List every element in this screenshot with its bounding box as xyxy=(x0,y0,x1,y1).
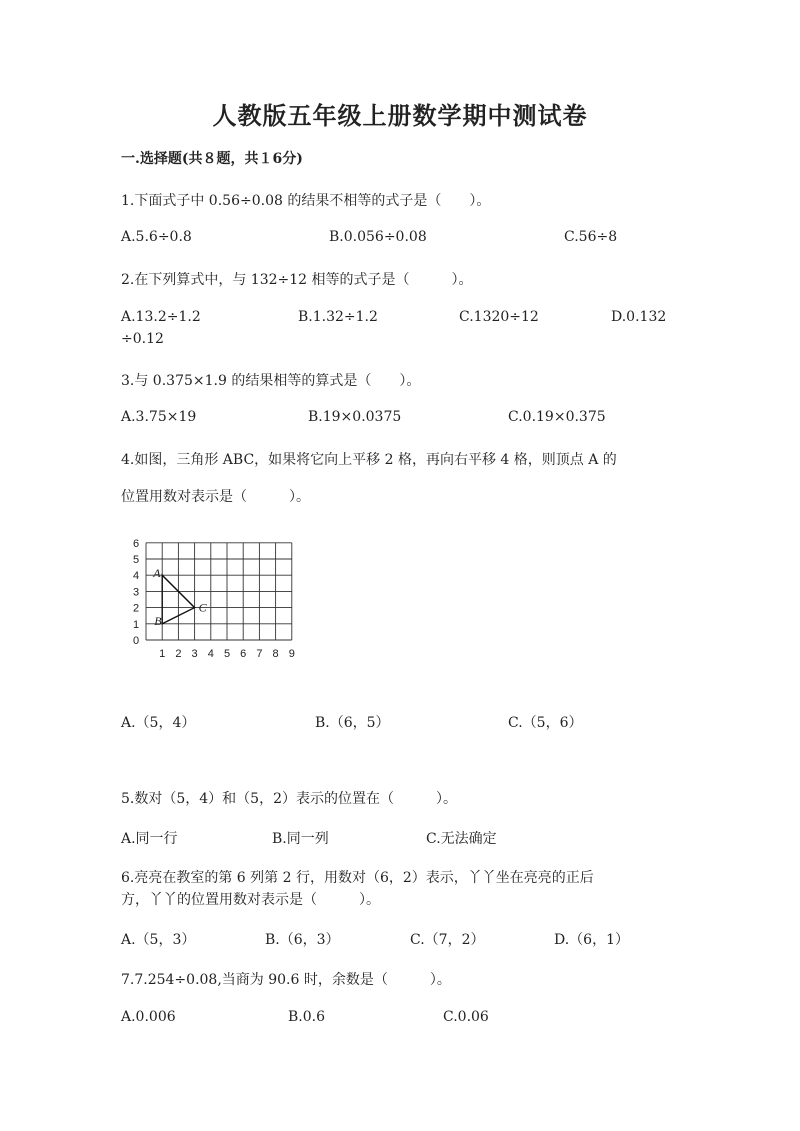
page-title: 人教版五年级上册数学期中测试卷 xyxy=(212,101,588,130)
q5-option-c: C.无法确定 xyxy=(426,831,497,847)
y-tick-label: 0 xyxy=(132,635,140,647)
q6-option-b: B.（6，3） xyxy=(265,932,340,948)
coordinate-grid-figure xyxy=(125,538,305,668)
question-6-text-line2: 方，丫丫的位置用数对表示是（ ）。 xyxy=(121,892,380,908)
x-tick-label: 3 xyxy=(191,648,198,660)
q2-option-d-continuation: ÷0.12 xyxy=(121,331,164,347)
q1-option-c: C.56÷8 xyxy=(564,229,618,245)
q7-option-c: C.0.06 xyxy=(443,1009,489,1025)
x-tick-label: 1 xyxy=(159,648,166,660)
question-1-text: 1.下面式子中 0.56÷0.08 的结果不相等的式子是（ ）。 xyxy=(121,193,491,209)
vertex-label-a: A xyxy=(153,566,161,581)
x-tick-label: 2 xyxy=(175,648,182,660)
q6-option-d: D.（6，1） xyxy=(554,932,629,948)
q1-option-b: B.0.056÷0.08 xyxy=(329,229,427,245)
y-tick-label: 3 xyxy=(132,586,140,599)
x-tick-label: 4 xyxy=(207,648,214,660)
x-tick-label: 7 xyxy=(256,648,263,660)
q2-option-a: A.13.2÷1.2 xyxy=(121,309,201,325)
q6-option-c: C.（7，2） xyxy=(410,932,485,948)
vertex-label-b: B xyxy=(154,613,162,628)
question-4-text-line1: 4.如图，三角形 ABC，如果将它向上平移 2 格，再向右平移 4 格，则顶点 A 的 xyxy=(121,452,617,468)
q2-option-d: D.0.132 xyxy=(611,309,667,325)
q3-option-c: C.0.19×0.375 xyxy=(508,409,606,425)
y-tick-label: 5 xyxy=(132,554,140,566)
q7-option-a: A.0.006 xyxy=(121,1009,176,1025)
x-tick-label: 5 xyxy=(223,648,231,660)
y-tick-label: 4 xyxy=(132,570,140,583)
x-tick-label: 6 xyxy=(240,648,247,660)
y-tick-label: 2 xyxy=(132,602,140,615)
q5-option-b: B.同一列 xyxy=(272,831,329,847)
question-6-text-line1: 6.亮亮在教室的第 6 列第 2 行，用数对（6，2）表示，丫丫坐在亮亮的正后 xyxy=(121,870,594,886)
q6-option-a: A.（5，3） xyxy=(121,932,196,948)
question-2-text: 2.在下列算式中，与 132÷12 相等的式子是（ ）。 xyxy=(121,272,473,288)
section-heading: 一.选择题(共８题，共１6分) xyxy=(121,151,303,167)
q4-option-c: C.（5，6） xyxy=(508,715,583,731)
y-tick-label: 6 xyxy=(132,538,140,550)
y-tick-label: 1 xyxy=(132,618,140,631)
q3-option-a: A.3.75×19 xyxy=(121,409,197,425)
q5-option-a: A.同一行 xyxy=(121,831,178,847)
q1-option-a: A.5.6÷0.8 xyxy=(121,229,192,245)
question-5-text: 5.数对（5，4）和（5，2）表示的位置在（ ）。 xyxy=(121,791,457,807)
q4-option-a: A.（5，4） xyxy=(121,715,196,731)
question-7-text: 7.7.254÷0.08,当商为 90.6 时，余数是（ ）。 xyxy=(121,972,451,988)
x-tick-label: 9 xyxy=(288,648,295,660)
vertex-label-c: C xyxy=(198,600,207,615)
q2-option-b: B.1.32÷1.2 xyxy=(298,309,378,325)
q4-option-b: B.（6，5） xyxy=(315,715,390,731)
question-4-text-line2: 位置用数对表示是（ ）。 xyxy=(121,489,310,505)
q2-option-c: C.1320÷12 xyxy=(459,309,539,325)
x-tick-label: 8 xyxy=(272,648,279,660)
q7-option-b: B.0.6 xyxy=(288,1009,326,1025)
question-3-text: 3.与 0.375×1.9 的结果相等的算式是（ ）。 xyxy=(121,373,421,389)
q3-option-b: B.19×0.0375 xyxy=(308,409,402,425)
